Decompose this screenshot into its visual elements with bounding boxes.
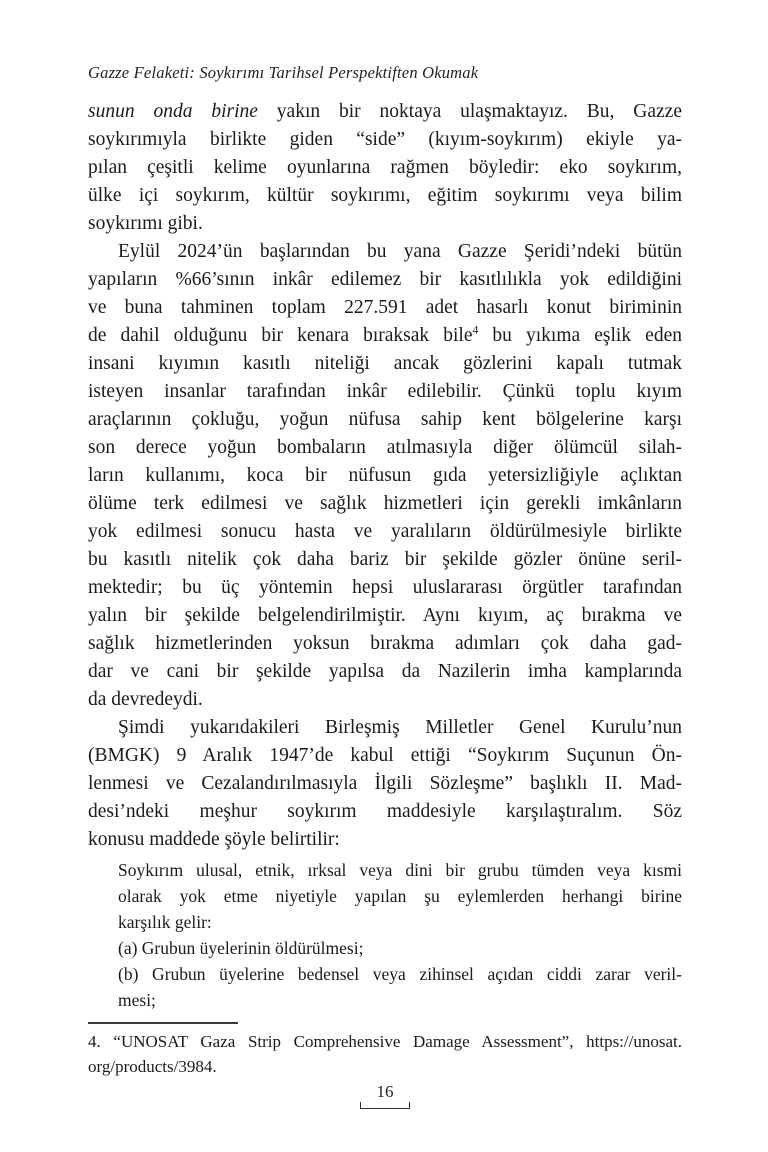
text-segment: dar ve cani bir şekilde yapılsa da Nazilerin imha kamplarında xyxy=(88,661,682,682)
footnote-marker: 4 xyxy=(472,323,479,337)
text-line xyxy=(88,546,682,574)
text-segment: (BMGK) 9 Aralık 1947’de kabul ettiği “Soykırım Suçunun Ön- xyxy=(88,745,682,766)
text-segment: son derece yoğun bombaların atılmasıyla diğer ölümcül silah- xyxy=(88,437,682,458)
footnote-separator xyxy=(88,1022,238,1024)
text-line xyxy=(88,742,682,770)
text-segment: lenmesi ve Cezalandırılmasıyla İlgili Sözleşme” başlıklı II. Mad- xyxy=(88,773,682,794)
text-segment: konusu maddede şöyle belirtilir: xyxy=(88,829,340,850)
paragraph xyxy=(88,98,682,238)
running-header: Gazze Felaketi: Soykırımı Tarihsel Perspektiften Okumak xyxy=(88,63,479,82)
text-segment: sağlık hizmetlerinden yoksun bırakma adımları çok daha gad- xyxy=(88,633,682,654)
block-quote xyxy=(118,857,682,1013)
text-segment: soykırımıyla birlikte giden “side” (kıyım-soykırım) ekiyle ya- xyxy=(88,129,682,150)
text-segment: de dahil olduğunu bir kenara bıraksak bile xyxy=(88,325,473,346)
text-segment: Şimdi yukarıdakileri Birleşmiş Milletler Genel Kurulu’nun xyxy=(118,717,682,738)
text-line xyxy=(88,658,682,686)
text-line xyxy=(118,883,682,909)
text-segment: ölüme terk edilmesi ve sağlık hizmetleri için gerekli imkânların xyxy=(88,493,682,514)
footnote xyxy=(88,1029,682,1079)
text-line xyxy=(88,462,682,490)
text-line xyxy=(88,238,682,266)
page-number-ornament xyxy=(360,1102,410,1109)
italic-text: sunun onda birine xyxy=(88,101,258,122)
text-segment: (b) Grubun üyelerine bedensel veya zihinsel açıdan ciddi zarar veril- xyxy=(118,964,682,984)
text-line xyxy=(88,1029,682,1054)
paragraph xyxy=(88,238,682,714)
text-line xyxy=(118,857,682,883)
text-line xyxy=(88,406,682,434)
text-segment: yok edilmesi sonucu hasta ve yaralıların öldürülmesiyle birlikte xyxy=(88,521,682,542)
text-line xyxy=(88,322,682,350)
text-segment: isteyen insanlar tarafından inkâr edilebilir. Çünkü toplu kıyım xyxy=(88,381,682,402)
text-segment: Eylül 2024’ün başlarından bu yana Gazze Şeridi’ndeki bütün xyxy=(118,241,682,262)
text-line xyxy=(88,602,682,630)
text-segment: Soykırım ulusal, etnik, ırksal veya dini bir grubu tümden veya kısmi xyxy=(118,860,682,880)
page-footer xyxy=(88,1082,682,1109)
text-segment: bu yıkıma eşlik eden xyxy=(478,325,682,346)
text-line xyxy=(88,630,682,658)
text-line xyxy=(88,378,682,406)
text-line xyxy=(118,961,682,987)
text-line xyxy=(88,686,682,714)
text-line xyxy=(88,518,682,546)
text-line xyxy=(88,350,682,378)
text-line xyxy=(88,826,682,854)
text-segment: insani kıyımın kasıtlı niteliği ancak gözlerini kapalı tutmak xyxy=(88,353,682,374)
text-segment: yakın bir noktaya ulaşmaktayız. Bu, Gazze xyxy=(257,101,682,122)
text-segment: ve buna tahminen toplam 227.591 adet hasarlı konut biriminin xyxy=(88,297,682,318)
text-segment: araçlarının çokluğu, yoğun nüfusa sahip kent bölgelerine karşı xyxy=(88,409,682,430)
text-segment: mektedir; bu üç yöntemin hepsi uluslararası örgütler tarafından xyxy=(88,577,682,598)
text-segment: yapıların %66’sının inkâr edilemez bir kasıtlılıkla yok edildiğini xyxy=(88,269,682,290)
text-line xyxy=(88,294,682,322)
text-line xyxy=(88,126,682,154)
page-number: 16 xyxy=(376,1082,394,1101)
text-line xyxy=(88,574,682,602)
text-line xyxy=(118,909,682,935)
text-line xyxy=(88,1054,682,1079)
text-line xyxy=(88,798,682,826)
body-text xyxy=(88,98,682,1013)
text-line xyxy=(88,770,682,798)
text-segment: org/products/3984. xyxy=(88,1057,217,1076)
text-line xyxy=(88,266,682,294)
text-segment: 4. “UNOSAT Gaza Strip Comprehensive Damage Assessment”, https://unosat. xyxy=(88,1032,682,1051)
text-segment: karşılık gelir: xyxy=(118,912,212,932)
text-line xyxy=(88,154,682,182)
text-segment: olarak yok etme niyetiyle yapılan şu eylemlerden herhangi birine xyxy=(118,886,682,906)
text-segment: ların kullanımı, koca bir nüfusun gıda yetersizliğiyle açlıktan xyxy=(88,465,682,486)
text-segment: bu kasıtlı nitelik çok daha bariz bir şekilde gözler önüne seril- xyxy=(88,549,682,570)
text-column xyxy=(88,62,682,1109)
text-line xyxy=(88,182,682,210)
text-segment: yalın bir şekilde belgelendirilmiştir. Aynı kıyım, aç bırakma ve xyxy=(88,605,682,626)
paragraph xyxy=(88,714,682,854)
text-segment: soykırımı gibi. xyxy=(88,213,203,234)
text-segment: da devredeydi. xyxy=(88,689,203,710)
text-segment: pılan çeşitli kelime oyunlarına rağmen böyledir: eko soykırım, xyxy=(88,157,682,178)
text-line xyxy=(118,987,682,1013)
text-segment: desi’ndeki meşhur soykırım maddesiyle karşılaştıralım. Söz xyxy=(88,801,682,822)
text-line xyxy=(88,490,682,518)
text-line xyxy=(88,714,682,742)
text-line xyxy=(88,210,682,238)
text-segment: (a) Grubun üyelerinin öldürülmesi; xyxy=(118,938,364,958)
text-line xyxy=(88,98,682,126)
text-segment: ülke içi soykırım, kültür soykırımı, eğitim soykırımı veya bilim xyxy=(88,185,682,206)
text-segment: mesi; xyxy=(118,990,156,1010)
text-line xyxy=(118,935,682,961)
text-line xyxy=(88,434,682,462)
